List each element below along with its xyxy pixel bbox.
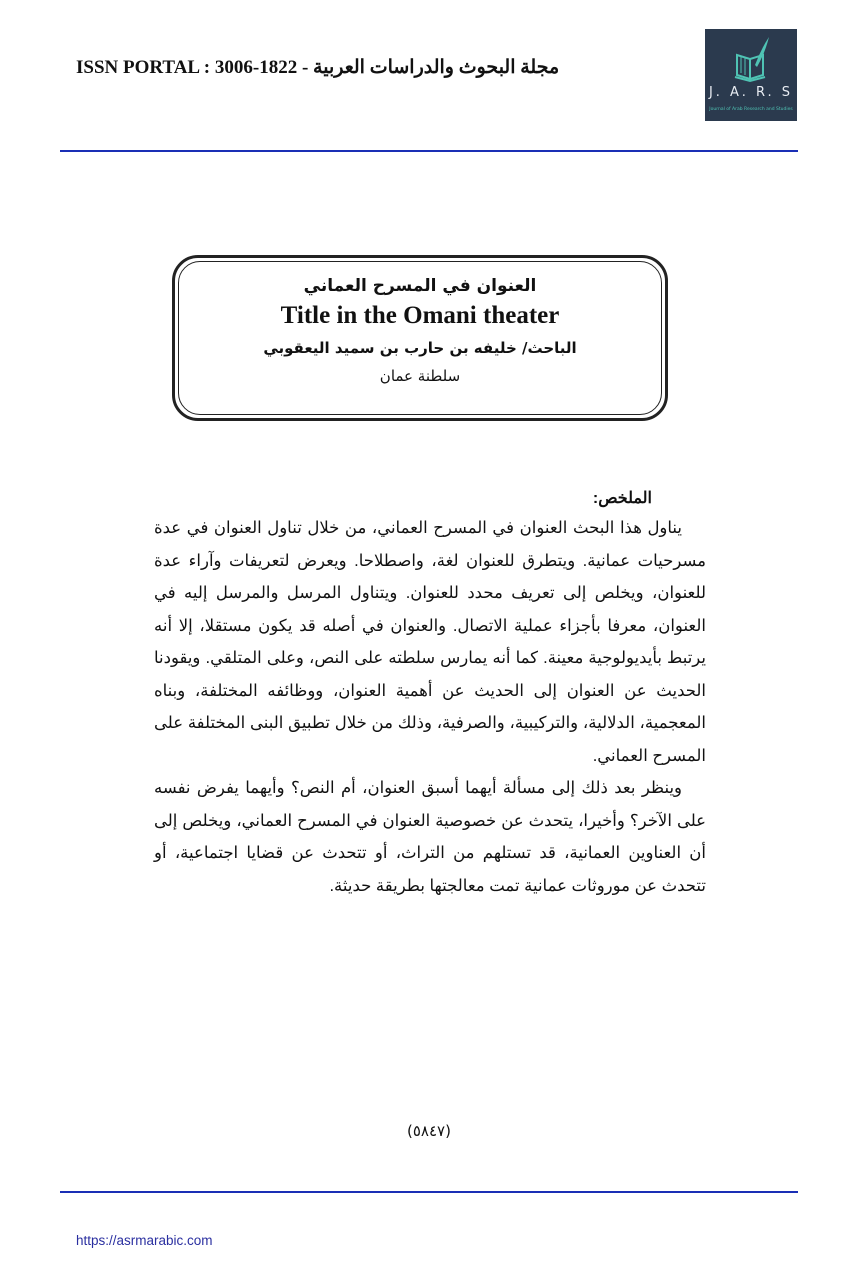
journal-header: ISSN PORTAL : 3006-1822 - مجلة البحوث والدراسات العربية: [76, 57, 560, 78]
website-link[interactable]: https://asrmarabic.com: [76, 1233, 213, 1248]
page-number: (٥٨٤٧): [407, 1122, 451, 1140]
book-quill-icon: [733, 35, 771, 83]
abstract-section: [154, 486, 706, 902]
author-name: الباحث/ خليفه بن حارب بن سميد اليعقوبي: [263, 339, 577, 357]
logo-title: J. A. R. S: [708, 85, 794, 100]
abstract-heading: الملخص:: [592, 490, 652, 507]
title-english: Title in the Omani theater: [280, 302, 560, 329]
logo-subtitle: Journal of Arab Research and Studies: [709, 107, 793, 112]
footer-divider: [60, 1191, 798, 1193]
header-divider: [60, 150, 798, 152]
journal-logo: [705, 29, 797, 121]
title-arabic: العنوان في المسرح العماني: [303, 276, 537, 296]
abstract-paragraph-1: يناول هذا البحث العنوان في المسرح العماني، من خلال تناول العنوان في عدة مسرحيات عمانية. ويتطرق للعنوان لغة، واصطلاحا. ويعرض لتعريفات وآراء عدة للعنوان، ويخلص إلى تعريف محدد للعنوان. ويتناول المرسل والمرسل إليه في العنوان، معرفا بأجزاء عملية الاتصال. والعنوان في أصله قد يكون مستقلا، إلا أنه يرتبط بأيديولوجية معينة. كما أنه يمارس سلطته على النص، وعلى المتلقي. ويقودنا الحديث عن العنوان إلى الحديث عن أهمية العنوان، ووظائفه المختلفة، وبناه المعجمية، الدلالية، والتركيبية، والصرفية، وذلك من خلال تطبيق البنى المختلفة على المسرح العماني.: [154, 519, 706, 765]
abstract-paragraph-2: وينظر بعد ذلك إلى مسألة أيهما أسبق العنوان، أم النص؟ وأيهما يفرض نفسه على الآخر؟ وأخيرا، يتحدث عن خصوصية العنوان في المسرح العماني، ويخلص إلى أن العناوين العمانية، قد تستلهم من التراث، أو تتحدث عن قضايا اجتماعية، أو تتحدث عن موروثات عمانية تمت معالجتها بطريقة حديثة.: [154, 779, 707, 895]
title-box: [172, 255, 668, 421]
author-country: سلطنة عمان: [379, 367, 461, 385]
